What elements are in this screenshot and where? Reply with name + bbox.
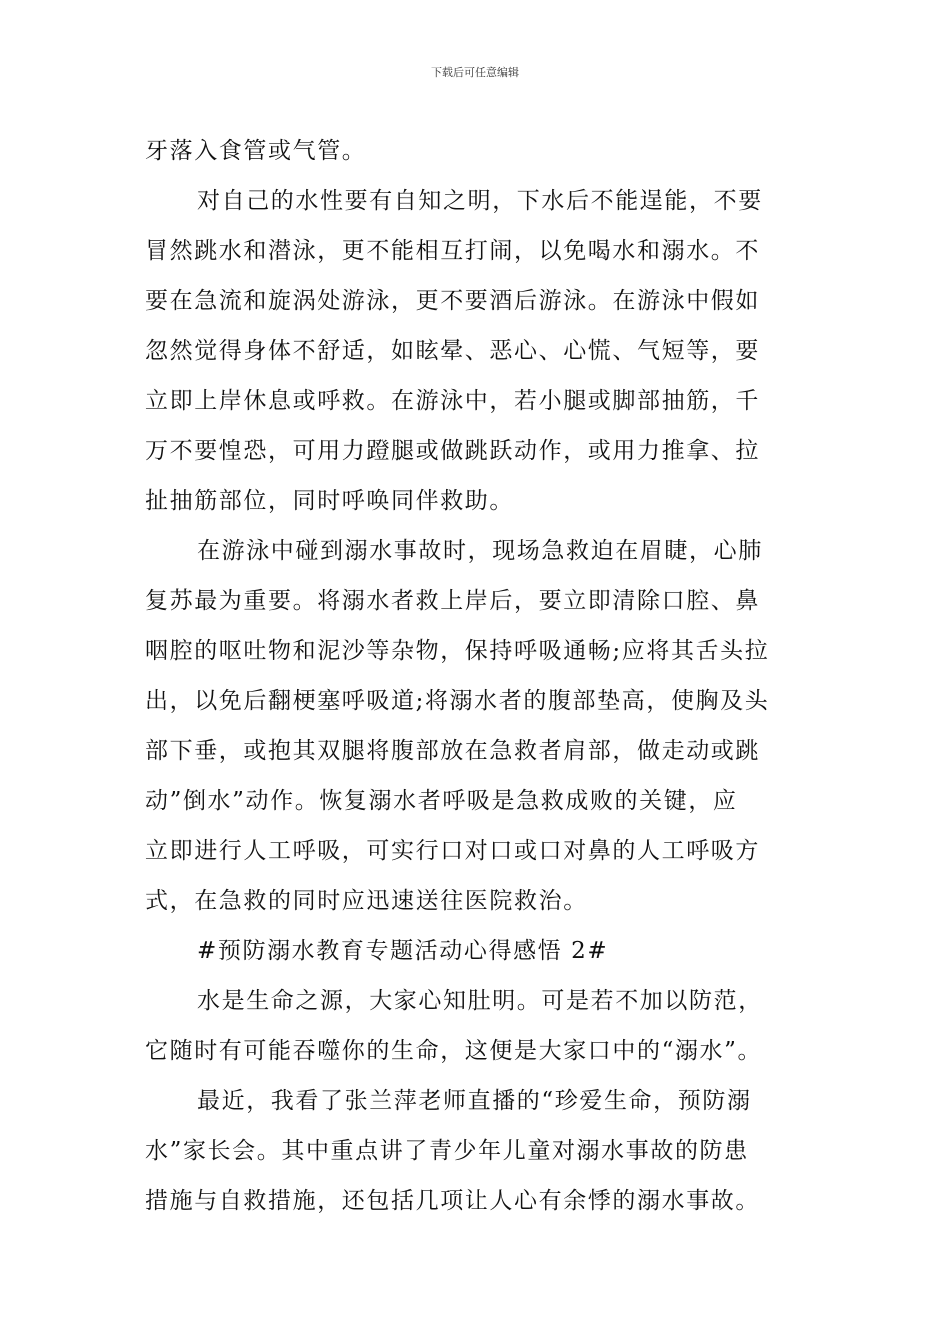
page-header: 下载后可任意编辑 bbox=[431, 66, 519, 79]
section-heading: #预防溺水教育专题活动心得感悟 2# bbox=[197, 938, 609, 964]
paragraph-swimming-safety: 对自己的水性要有自知之明，下水后不能逞能，不要 冒然跳水和潜泳，更不能相互打闹，以免喝水和溺水。不 要在急流和旋涡处游泳，更不要酒后游泳。在游泳中假如 忽然觉得身体不舒适，如眩晕、恶心、心慌、气短等，要 立即上岸休息或呼救。在游泳中，若小腿或脚部抽筋，千 万不要惶恐，可用力蹬腿或做跳跃动作，或用力推拿、拉 扯抽筋部位，同时呼唤同伴救助。 bbox=[145, 188, 763, 514]
document-body bbox=[145, 126, 810, 1226]
paragraph-continuation: 牙落入食管或气管。 bbox=[145, 138, 367, 164]
paragraph-drowning-first-aid: 在游泳中碰到溺水事故时，现场急救迫在眉睫，心肺 复苏最为重要。将溺水者救上岸后，要立即清除口腔、鼻 咽腔的呕吐物和泥沙等杂物，保持呼吸通畅;应将其舌头拉 出，以免后翻梗塞呼吸道;将溺水者的腹部垫高，使胸及头 部下垂，或抱其双腿将腹部放在急救者肩部，做走动或跳 动”倒水”动作。恢复溺水者呼吸是急救成败的关键，应 立即进行人工呼吸，可实行口对口或口对鼻的人工呼吸方 式，在急救的同时应迅速送往医院救治。 bbox=[145, 538, 770, 914]
paragraph-parent-meeting: 最近，我看了张兰萍老师直播的“珍爱生命，预防溺 水”家长会。其中重点讲了青少年儿童对溺水事故的防患 措施与自救措施，还包括几项让人心有余悸的溺水事故。 bbox=[145, 1088, 760, 1214]
paragraph-water-source-of-life: 水是生命之源，大家心知肚明。可是若不加以防范， 它随时有可能吞噬你的生命，这便是大家口中的“溺水”。 bbox=[145, 988, 763, 1064]
